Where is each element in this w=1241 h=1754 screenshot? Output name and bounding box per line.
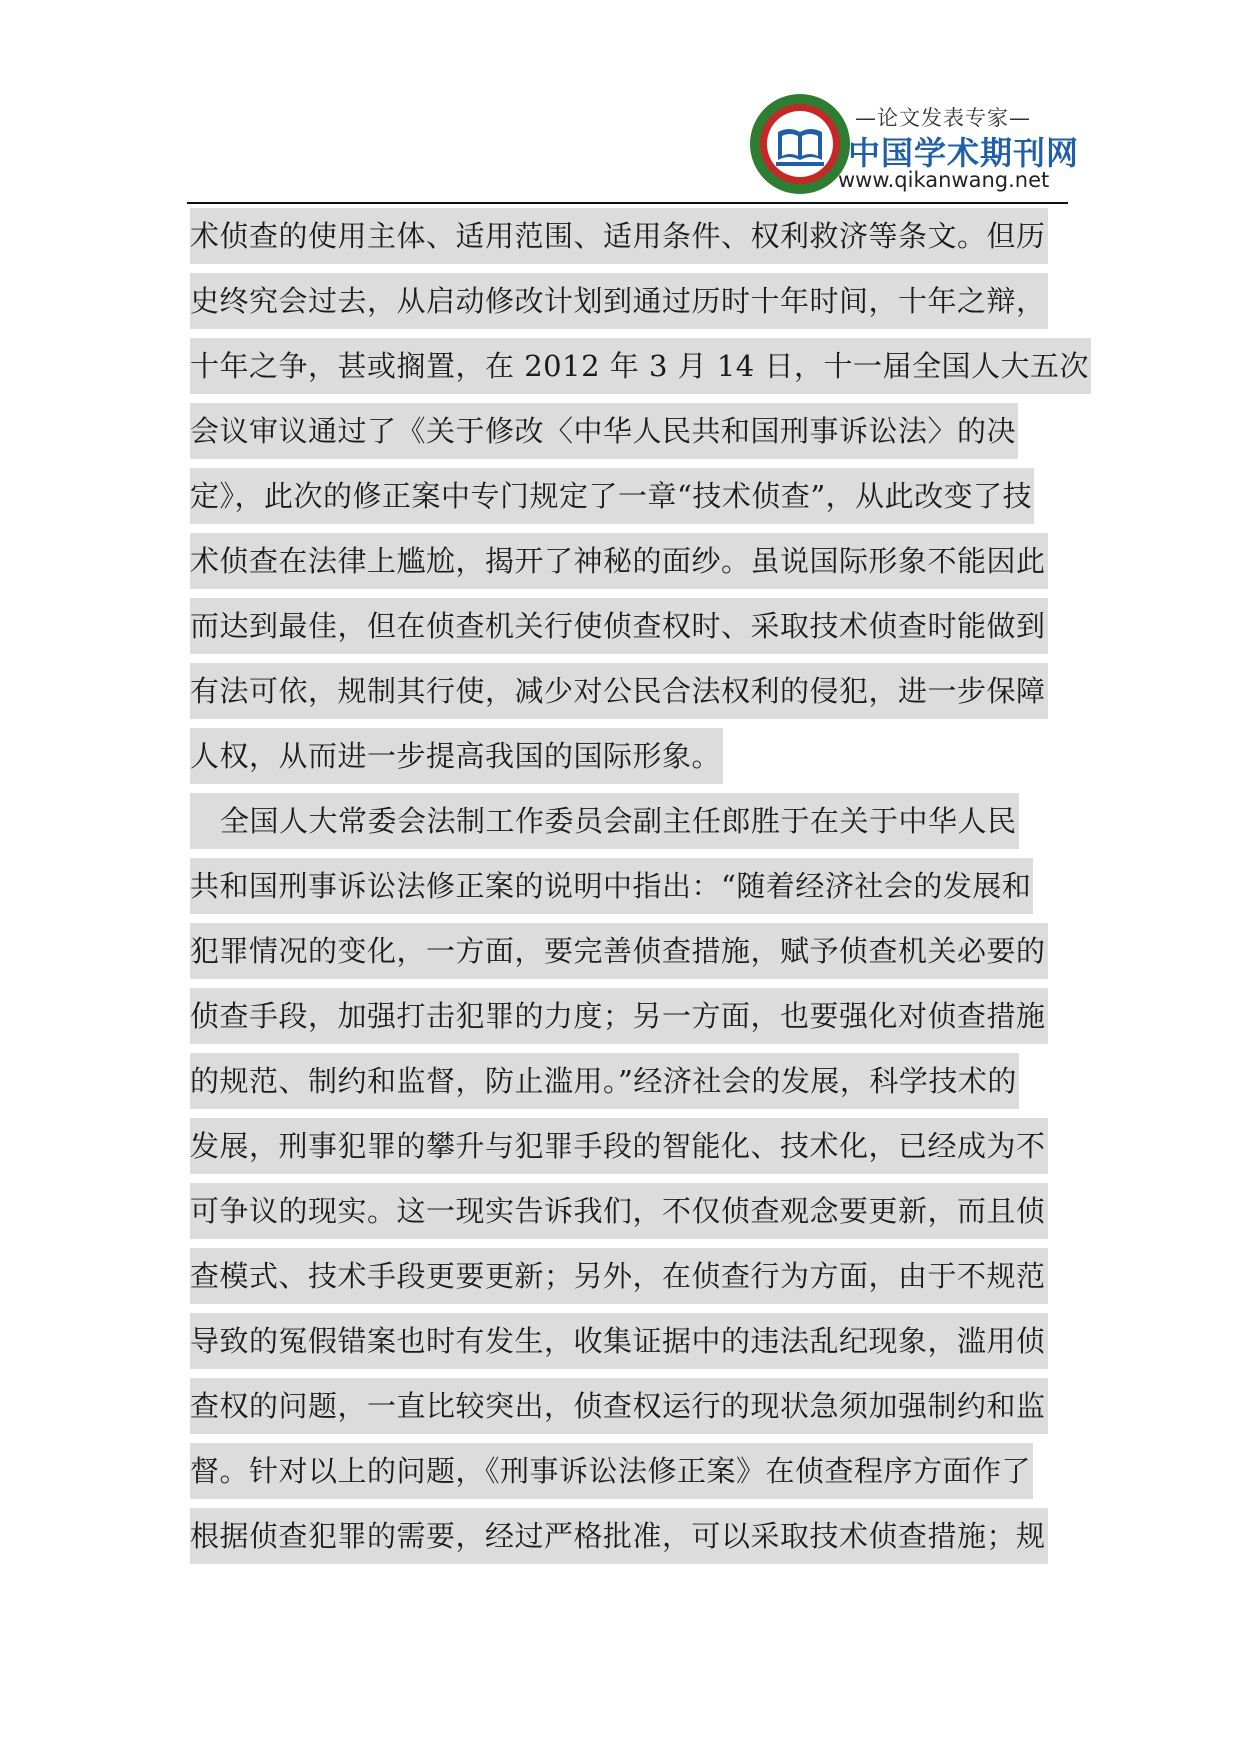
text-line <box>190 923 1050 979</box>
text-line <box>190 988 1050 1044</box>
text-line-content: 侦查手段，加强打击犯罪的力度；另一方面，也要强化对侦查措施 <box>190 988 1048 1044</box>
text-line <box>190 1118 1050 1174</box>
text-line <box>190 598 1050 654</box>
text-line-content: 人权，从而进一步提高我国的国际形象。 <box>190 728 723 784</box>
text-line <box>190 1183 1050 1239</box>
text-line-content: 共和国刑事诉讼法修正案的说明中指出：“随着经济社会的发展和 <box>190 858 1033 914</box>
page-header <box>0 0 1241 205</box>
text-line-content: 全国人大常委会法制工作委员会副主任郎胜于在关于中华人民 <box>190 793 1019 849</box>
text-line <box>190 793 1050 849</box>
text-line <box>190 273 1050 329</box>
text-line <box>190 338 1089 394</box>
text-line <box>190 1443 1050 1499</box>
text-line <box>190 858 1050 914</box>
header-rule <box>187 202 1068 204</box>
text-line-content: 可争议的现实。这一现实告诉我们，不仅侦查观念要更新，而且侦 <box>190 1183 1048 1239</box>
text-line-content: 史终究会过去，从启动修改计划到通过历时十年时间，十年之辩， <box>190 273 1048 329</box>
text-line <box>190 403 1050 459</box>
text-line-content: 定》，此次的修正案中专门规定了一章“技术侦查”，从此改变了技 <box>190 468 1034 524</box>
text-line <box>190 1053 1050 1109</box>
text-line-content: 术侦查在法律上尴尬，揭开了神秘的面纱。虽说国际形象不能因此 <box>190 533 1048 589</box>
logo-seal-icon <box>748 92 852 196</box>
logo-site-name: 中国学术期刊网 <box>848 134 1080 172</box>
text-line-content: 而达到最佳，但在侦查机关行使侦查权时、采取技术侦查时能做到 <box>190 598 1048 654</box>
text-line <box>190 208 1050 264</box>
logo-site-url: www.qikanwang.net <box>838 168 1050 192</box>
document-body <box>190 208 1089 1573</box>
text-line-content: 根据侦查犯罪的需要，经过严格批准，可以采取技术侦查措施；规 <box>190 1508 1048 1564</box>
text-line-content: 十年之争，甚或搁置，在 2012 年 3 月 14 日，十一届全国人大五次 <box>190 338 1091 394</box>
text-line <box>190 1508 1050 1564</box>
text-line-content: 有法可依，规制其行使，减少对公民合法权利的侵犯，进一步保障 <box>190 663 1048 719</box>
text-line <box>190 728 1050 784</box>
text-line-content: 查模式、技术手段更要更新；另外，在侦查行为方面，由于不规范 <box>190 1248 1048 1304</box>
text-line <box>190 1378 1050 1434</box>
text-line-content: 查权的问题，一直比较突出，侦查权运行的现状急须加强制约和监 <box>190 1378 1048 1434</box>
text-line <box>190 1248 1050 1304</box>
text-line-content: 犯罪情况的变化，一方面，要完善侦查措施，赋予侦查机关必要的 <box>190 923 1048 979</box>
logo-tagline: —论文发表专家— <box>855 106 1031 130</box>
text-line-content: 发展，刑事犯罪的攀升与犯罪手段的智能化、技术化，已经成为不 <box>190 1118 1048 1174</box>
text-line <box>190 663 1050 719</box>
text-line-content: 术侦查的使用主体、适用范围、适用条件、权利救济等条文。但历 <box>190 208 1048 264</box>
text-line-content: 督。针对以上的问题，《刑事诉讼法修正案》在侦查程序方面作了 <box>190 1443 1033 1499</box>
text-line-content: 导致的冤假错案也时有发生，收集证据中的违法乱纪现象，滥用侦 <box>190 1313 1048 1369</box>
text-line-content: 的规范、制约和监督，防止滥用。”经济社会的发展，科学技术的 <box>190 1053 1019 1109</box>
text-line <box>190 533 1050 589</box>
text-line <box>190 468 1050 524</box>
text-line-content: 会议审议通过了《关于修改〈中华人民共和国刑事诉讼法〉的决 <box>190 403 1018 459</box>
text-line <box>190 1313 1050 1369</box>
